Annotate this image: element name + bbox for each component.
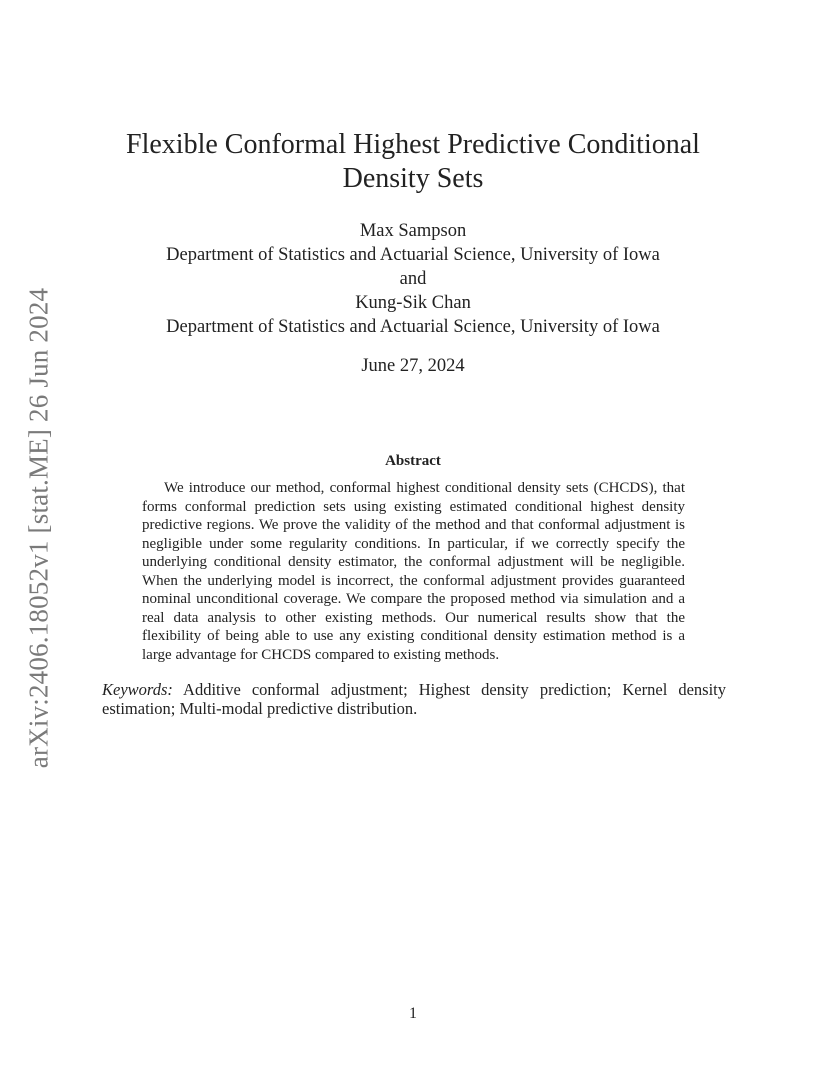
title-line-1: Flexible Conformal Highest Predictive Conditional	[126, 129, 700, 160]
paper-date: June 27, 2024	[361, 356, 465, 376]
keywords-paragraph	[102, 680, 726, 718]
author-block	[100, 219, 726, 339]
title-line-2: Density Sets	[342, 163, 484, 194]
title-block	[100, 128, 726, 196]
abstract-body: We introduce our method, conformal highest conditional density sets (CHCDS), that forms conformal prediction sets using existing estimated conditional highest density predictive regions. We prove the validity of the method and that conformal adjustment is negligible under some regularity conditions. In particular, if we correctly specify the underlying conditional density estimator, the conformal adjustment will be negligible. When the underlying model is incorrect, the conformal adjustment provides guaranteed nominal unconditional coverage. We compare the proposed method via simulation and a real data analysis to other existing methods. Our numerical results show that the flexibility of being able to use any existing conditional density estimation method is a large advantage for CHCDS compared to existing methods.	[142, 480, 685, 663]
author-name-1: Max Sampson	[359, 221, 467, 241]
abstract-heading: Abstract	[385, 453, 441, 469]
keywords-text: Additive conformal adjustment; Highest density prediction; Kernel density estimation; Multi-modal predictive distribution.	[102, 680, 727, 718]
author-conjunction: and	[399, 269, 427, 289]
author-affiliation-1: Department of Statistics and Actuarial Science, University of Iowa	[166, 245, 660, 265]
arxiv-identifier-stamp: arXiv:2406.18052v1 [stat.ME] 26 Jun 2024	[23, 287, 54, 769]
keywords-label: Keywords:	[102, 680, 173, 699]
author-affiliation-2: Department of Statistics and Actuarial Science, University of Iowa	[166, 317, 660, 337]
page-number: 1	[409, 1005, 417, 1022]
paper-title	[100, 128, 726, 196]
author-name-2: Kung-Sik Chan	[355, 293, 471, 313]
